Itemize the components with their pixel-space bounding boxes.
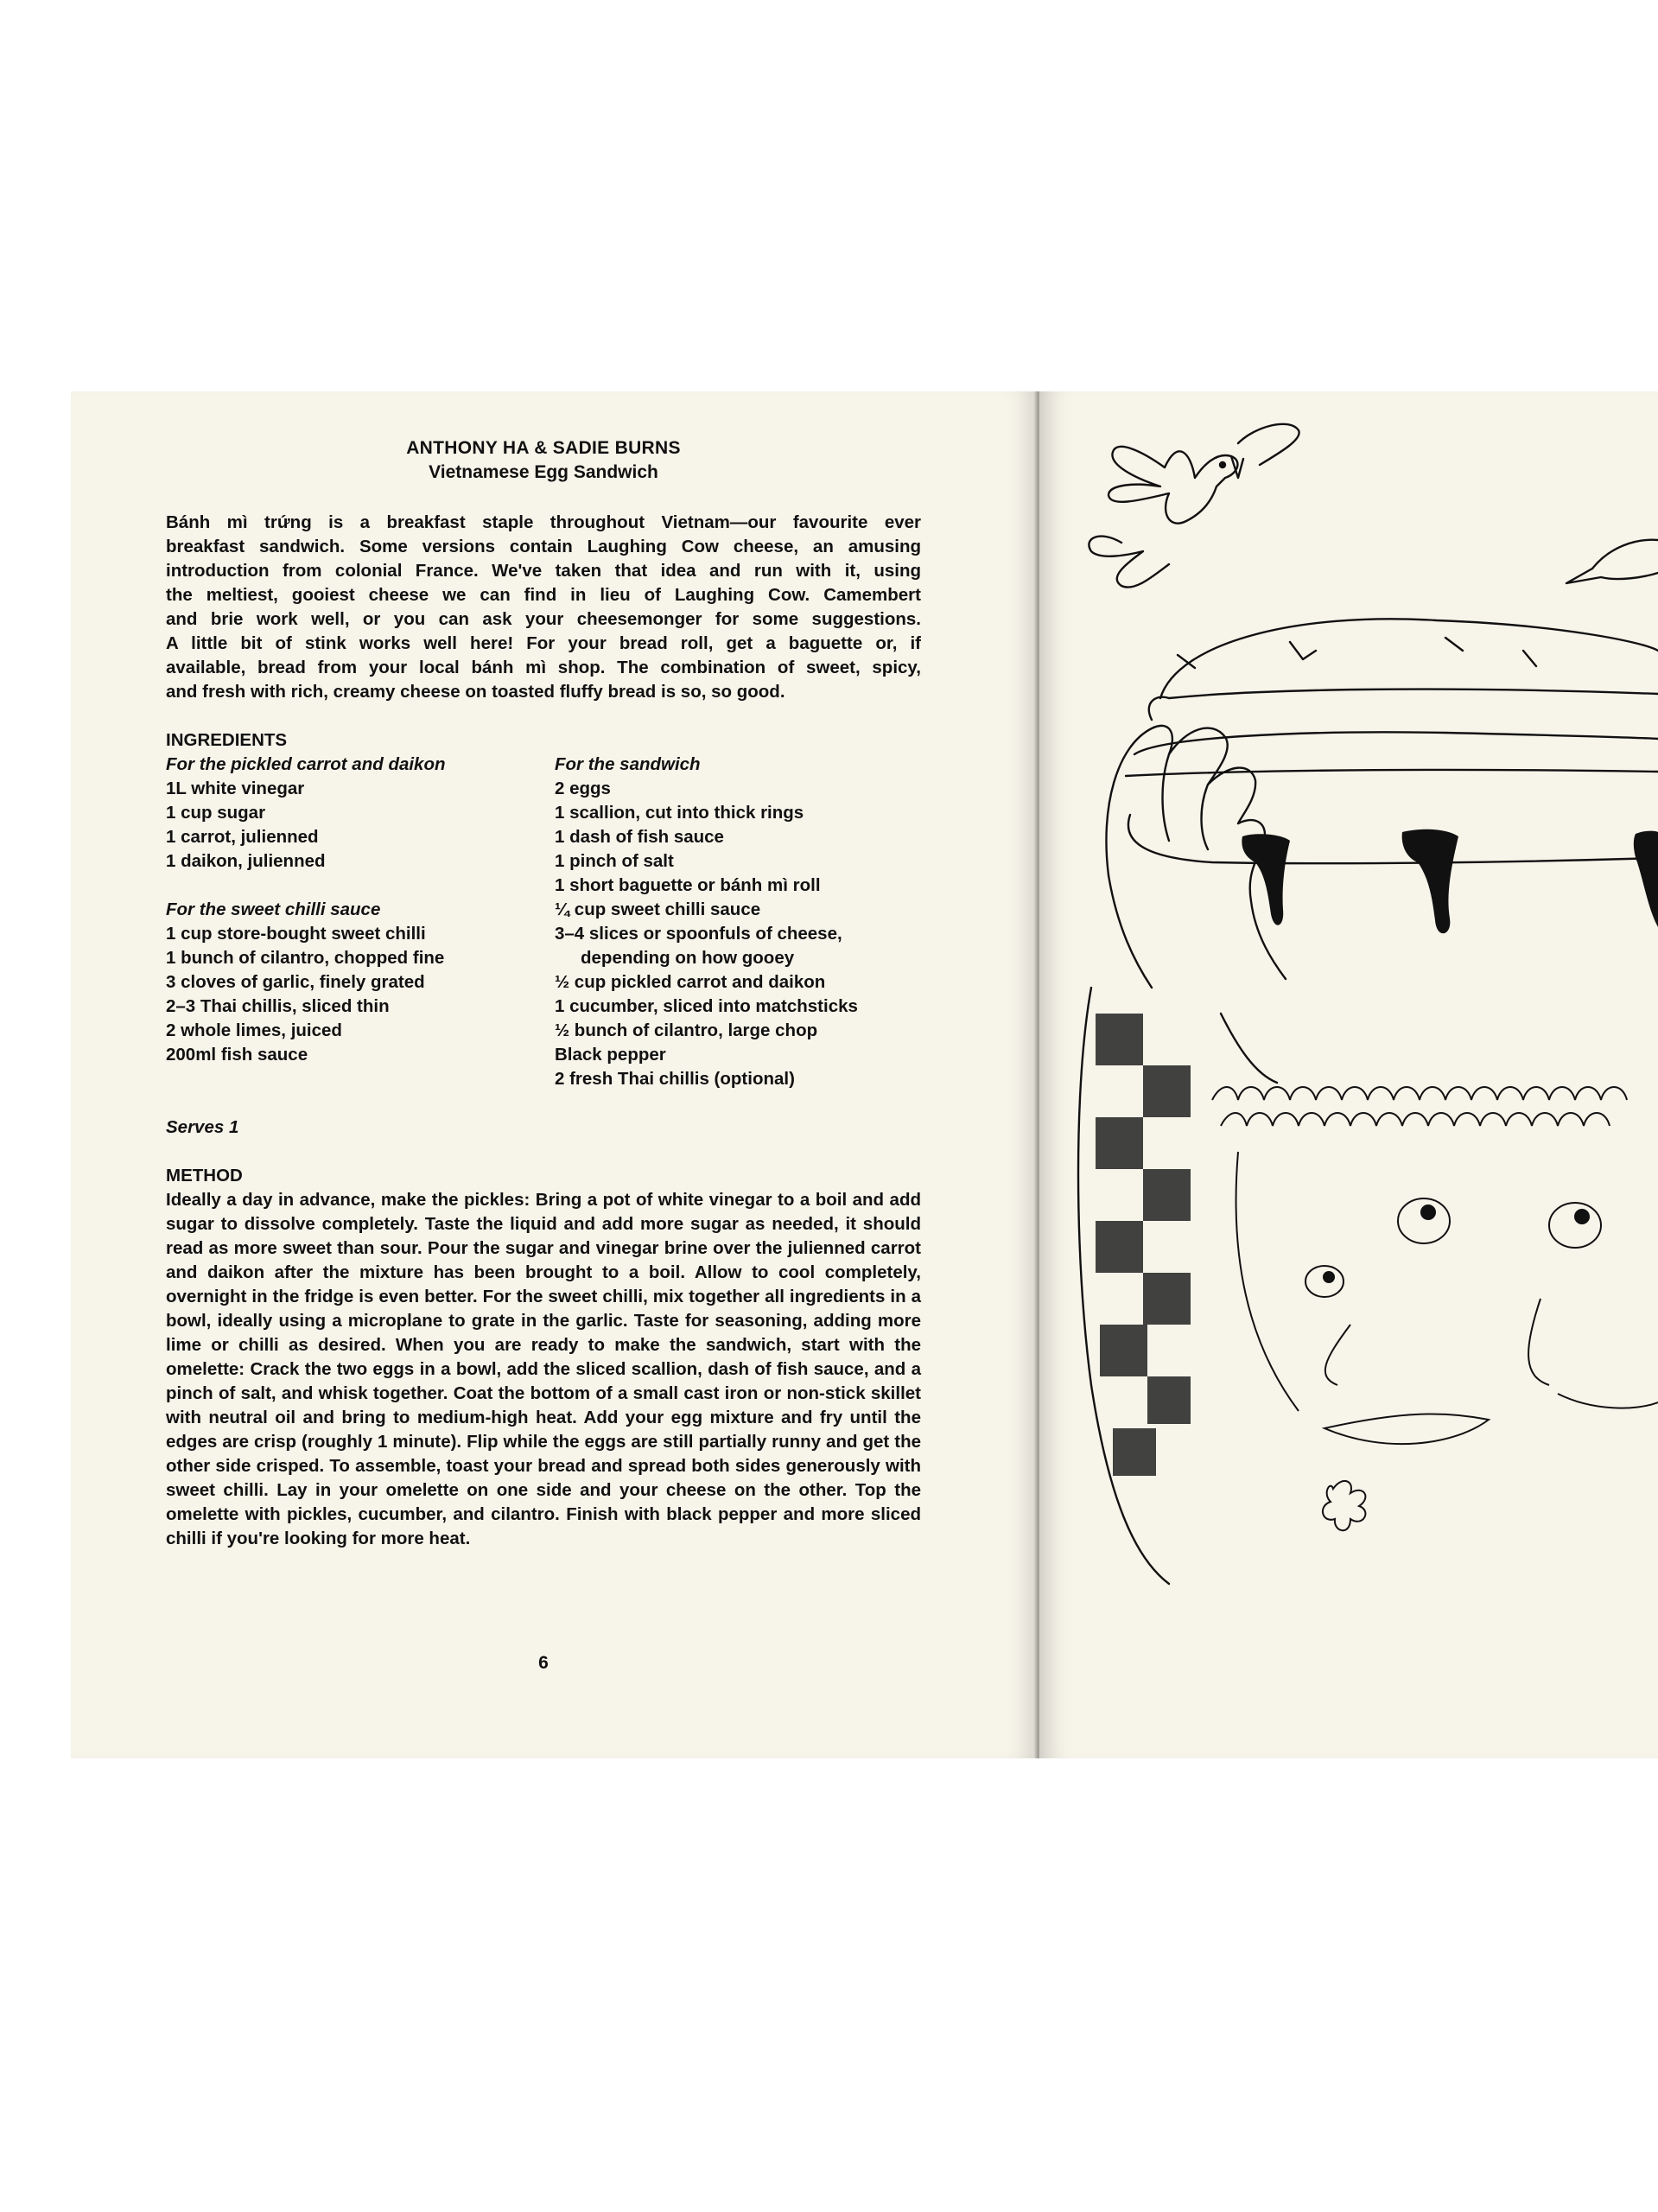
ingredients-column-left	[166, 753, 555, 1091]
ingredient-item: 3–4 slices or spoonfuls of cheese,	[555, 924, 842, 944]
ingredient-item: 1 cucumber, sliced into matchsticks	[555, 996, 858, 1016]
method-heading: METHOD	[166, 1166, 243, 1185]
intro-line: available, bread from your local bánh mì shop. The combination of sweet, spicy,	[166, 658, 921, 677]
left-page	[71, 391, 1037, 1758]
serves-count: Serves 1	[166, 1117, 239, 1137]
ingredient-item: 3 cloves of garlic, finely grated	[166, 972, 425, 992]
right-page	[1039, 391, 1658, 1758]
intro-line: and fresh with rich, creamy cheese on toasted fluffy bread is so, so good.	[166, 682, 785, 702]
intro-line: A little bit of stink works well here! For your bread roll, get a baguette or, if	[166, 633, 921, 653]
method-text: Ideally a day in advance, make the pickles: Bring a pot of white vinegar to a boil and add sugar to dissolve completely. Taste the liquid and add more sugar as needed, it should read as more sweet than sour. Pour the sugar and vinegar brine over the julienned carrot and daikon after the mixture has been brought to a boil. Allow to cool completely, overnight in the fridge is even better. For the sweet chilli, mix together all ingredients in a bowl, ideally using a microplane to grate in the garlic. Taste for seasoning, adding more lime or chilli as desired. When you are ready to make the sandwich, start with the omelette: Crack the two eggs in a bowl, add the sliced scallion, dash of fish sauce, and a pinch of salt, and whisk together. Coat the bottom of a small cast iron or non-stick skillet with neutral oil and bring to medium-high heat. Add your egg mixture and fry until the edges are crisp (roughly 1 minute). Flip while the eggs are still partially runny and get the other side crisped. To assemble, toast your bread and spread both sides generously with sweet chilli. Lay in your omelette on one side and your cheese on the other. Top the omelette with pickles, cucumber, and cilantro. Finish with black pepper and more sliced chilli if you're looking for more heat.	[166, 1190, 921, 1548]
ingredient-item: 1 carrot, julienned	[166, 827, 319, 847]
ingredient-item: 200ml fish sauce	[166, 1045, 308, 1065]
intro-line: breakfast sandwich. Some versions contain Laughing Cow cheese, an amusing	[166, 537, 921, 556]
ingredient-item: 2–3 Thai chillis, sliced thin	[166, 996, 390, 1016]
ingredient-item: ½ bunch of cilantro, large chop	[555, 1020, 818, 1040]
intro-line: and brie work well, or you can ask your cheesemonger for some suggestions.	[166, 609, 921, 629]
recipe-title: Vietnamese Egg Sandwich	[429, 462, 658, 482]
ingredient-item: 2 eggs	[555, 779, 611, 798]
intro-paragraph	[166, 511, 921, 704]
ingredient-item: 1 dash of fish sauce	[555, 827, 724, 847]
ingredient-item: 1 daikon, julienned	[166, 851, 326, 871]
ingredients-columns	[166, 753, 921, 1091]
ingredient-item: 2 fresh Thai chillis (optional)	[555, 1069, 795, 1089]
ingredient-item: 1 scallion, cut into thick rings	[555, 803, 804, 823]
ingredient-item: ¼ cup sweet chilli sauce	[555, 899, 761, 919]
intro-line: the meltiest, gooiest cheese we can find in lieu of Laughing Cow. Camembert	[166, 585, 921, 605]
sandwich-illustration	[1039, 391, 1658, 1758]
recipe-header	[166, 436, 921, 485]
ingredient-item: 1 short baguette or bánh mì roll	[555, 875, 821, 895]
page-number: 6	[538, 1653, 549, 1673]
pickle-subheading: For the pickled carrot and daikon	[166, 754, 446, 774]
ingredient-item: Black pepper	[555, 1045, 666, 1065]
recipe-content	[166, 436, 921, 1551]
author-names: ANTHONY HA & SADIE BURNS	[406, 438, 681, 458]
ingredient-item: 1 cup sugar	[166, 803, 266, 823]
ingredients-column-right	[555, 753, 921, 1091]
ingredient-item: 1 bunch of cilantro, chopped fine	[166, 948, 445, 968]
chilli-subheading: For the sweet chilli sauce	[166, 899, 381, 919]
ingredient-item: 1 cup store-bought sweet chilli	[166, 924, 426, 944]
intro-line: Bánh mì trứng is a breakfast staple throughout Vietnam—our favourite ever	[166, 512, 921, 532]
sandwich-subheading: For the sandwich	[555, 754, 701, 774]
ingredient-item: 1L white vinegar	[166, 779, 305, 798]
ingredient-item: 1 pinch of salt	[555, 851, 674, 871]
ingredient-item: 2 whole limes, juiced	[166, 1020, 342, 1040]
ingredient-item: ½ cup pickled carrot and daikon	[555, 972, 826, 992]
intro-line: introduction from colonial France. We've taken that idea and run with it, using	[166, 561, 921, 581]
ingredient-item: depending on how gooey	[581, 948, 795, 968]
ingredients-heading: INGREDIENTS	[166, 730, 288, 750]
